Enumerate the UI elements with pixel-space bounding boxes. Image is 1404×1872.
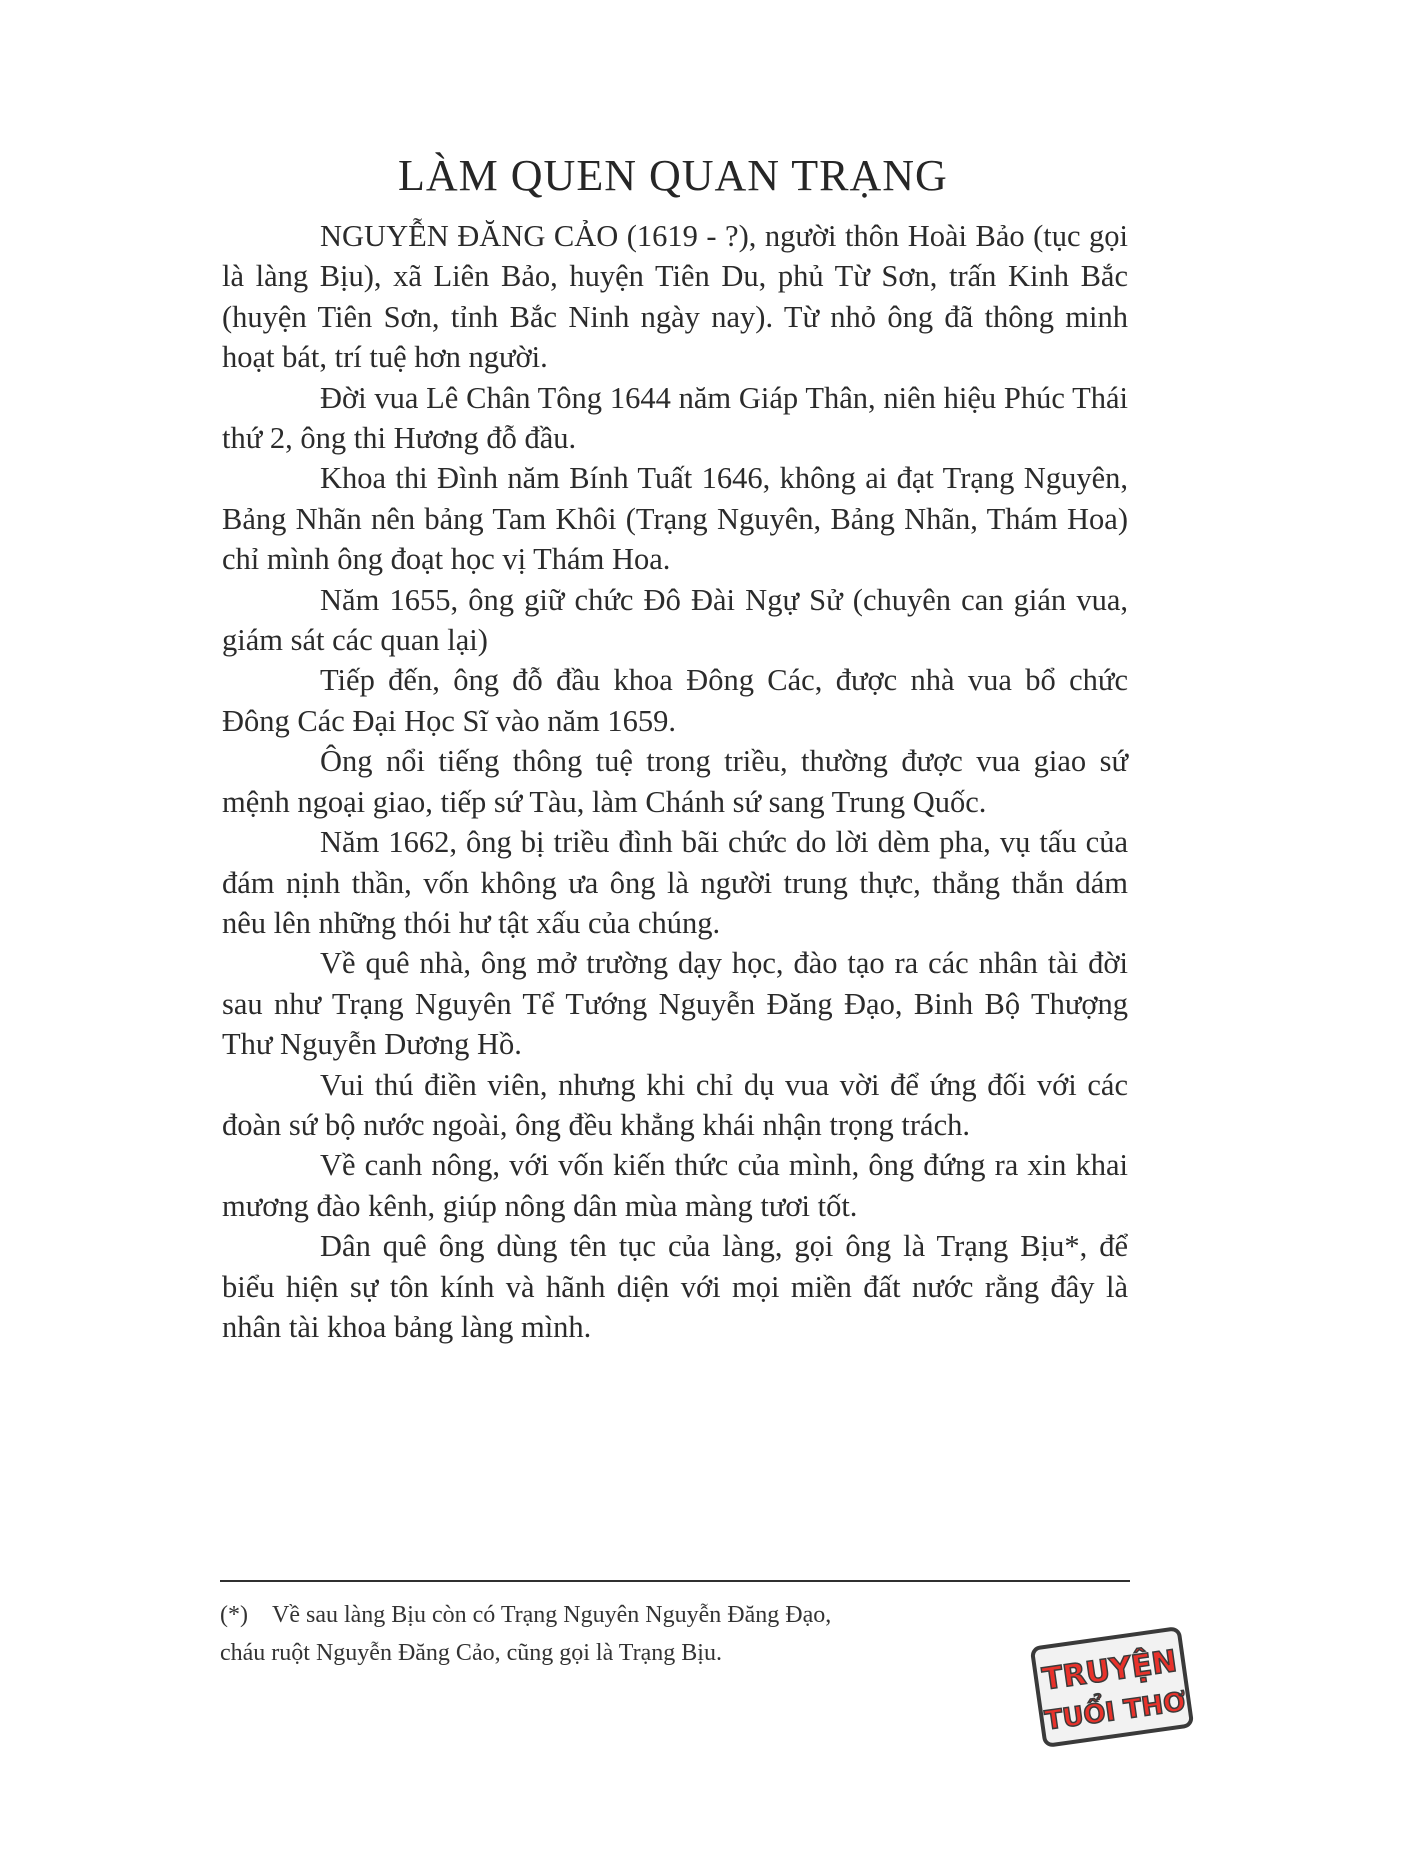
paragraph: Dân quê ông dùng tên tục của làng, gọi ông là Trạng Bịu*, để biểu hiện sự tôn kính và hãnh diện với mọi miền đất nước rằng đây là nhân tài khoa bảng làng mình. [222, 1229, 1128, 1344]
footnote-line-1: Về sau làng Bịu còn có Trạng Nguyên Nguyễn Đăng Đạo, [272, 1602, 832, 1628]
footnote [220, 1596, 1130, 1672]
paragraph: NGUYỄN ĐĂNG CẢO (1619 - ?), người thôn Hoài Bảo (tục gọi là làng Bịu), xã Liên Bảo, huyện Tiên Du, phủ Từ Sơn, trấn Kinh Bắc (huyện Tiên Sơn, tỉnh Bắc Ninh ngày nay). Từ nhỏ ông đã thông minh hoạt bát, trí tuệ hơn người. [222, 219, 1128, 375]
logo-line-1: TRUYỆN [1040, 1643, 1180, 1698]
paragraph: Vui thú điền viên, nhưng khi chỉ dụ vua vời để ứng đối với các đoàn sứ bộ nước ngoài, ông đều khẳng khái nhận trọng trách. [222, 1067, 1128, 1142]
footnote-mark: (*) [220, 1602, 248, 1628]
paragraph: Về quê nhà, ông mở trường dạy học, đào tạo ra các nhân tài đời sau như Trạng Nguyên Tể Tướng Nguyễn Đăng Đạo, Binh Bộ Thượng Thư Nguyễn Dương Hồ. [222, 946, 1128, 1062]
paragraph: Khoa thi Đình năm Bính Tuất 1646, không ai đạt Trạng Nguyên, Bảng Nhãn nên bảng Tam Khôi (Trạng Nguyên, Bảng Nhãn, Thám Hoa) chỉ mình ông đoạt học vị Thám Hoa. [222, 461, 1128, 577]
paragraph: Ông nổi tiếng thông tuệ trong triều, thường được vua giao sứ mệnh ngoại giao, tiếp sứ Tàu, làm Chánh sứ sang Trung Quốc. [222, 744, 1128, 819]
footnote-line-2: cháu ruột Nguyễn Đăng Cảo, cũng gọi là Trạng Bịu. [220, 1640, 722, 1666]
paragraph: Đời vua Lê Chân Tông 1644 năm Giáp Thân, niên hiệu Phúc Thái thứ 2, ông thi Hương đỗ đầu. [222, 380, 1128, 456]
paragraph: Tiếp đến, ông đỗ đầu khoa Đông Các, được nhà vua bổ chức Đông Các Đại Học Sĩ vào năm 1659. [222, 663, 1128, 738]
main-text [222, 216, 1128, 1347]
truyen-tuoi-tho-logo [1025, 1621, 1199, 1752]
paragraph: Về canh nông, với vốn kiến thức của mình, ông đứng ra xin khai mương đào kênh, giúp nông dân mùa màng tươi tốt. [222, 1148, 1128, 1223]
logo-line-2: TUỔI THƠ [1043, 1687, 1188, 1737]
footnote-divider [220, 1580, 1130, 1582]
paragraph: Năm 1662, ông bị triều đình bãi chức do lời dèm pha, vụ tấu của đám nịnh thần, vốn không ưa ông là người trung thực, thẳng thắn dám nêu lên những thói hư tật xấu của chúng. [222, 825, 1128, 940]
paragraph: Năm 1655, ông giữ chức Đô Đài Ngự Sử (chuyên can gián vua, giám sát các quan lại) [222, 582, 1128, 658]
page-title: LÀM QUEN QUAN TRẠNG [398, 151, 948, 200]
